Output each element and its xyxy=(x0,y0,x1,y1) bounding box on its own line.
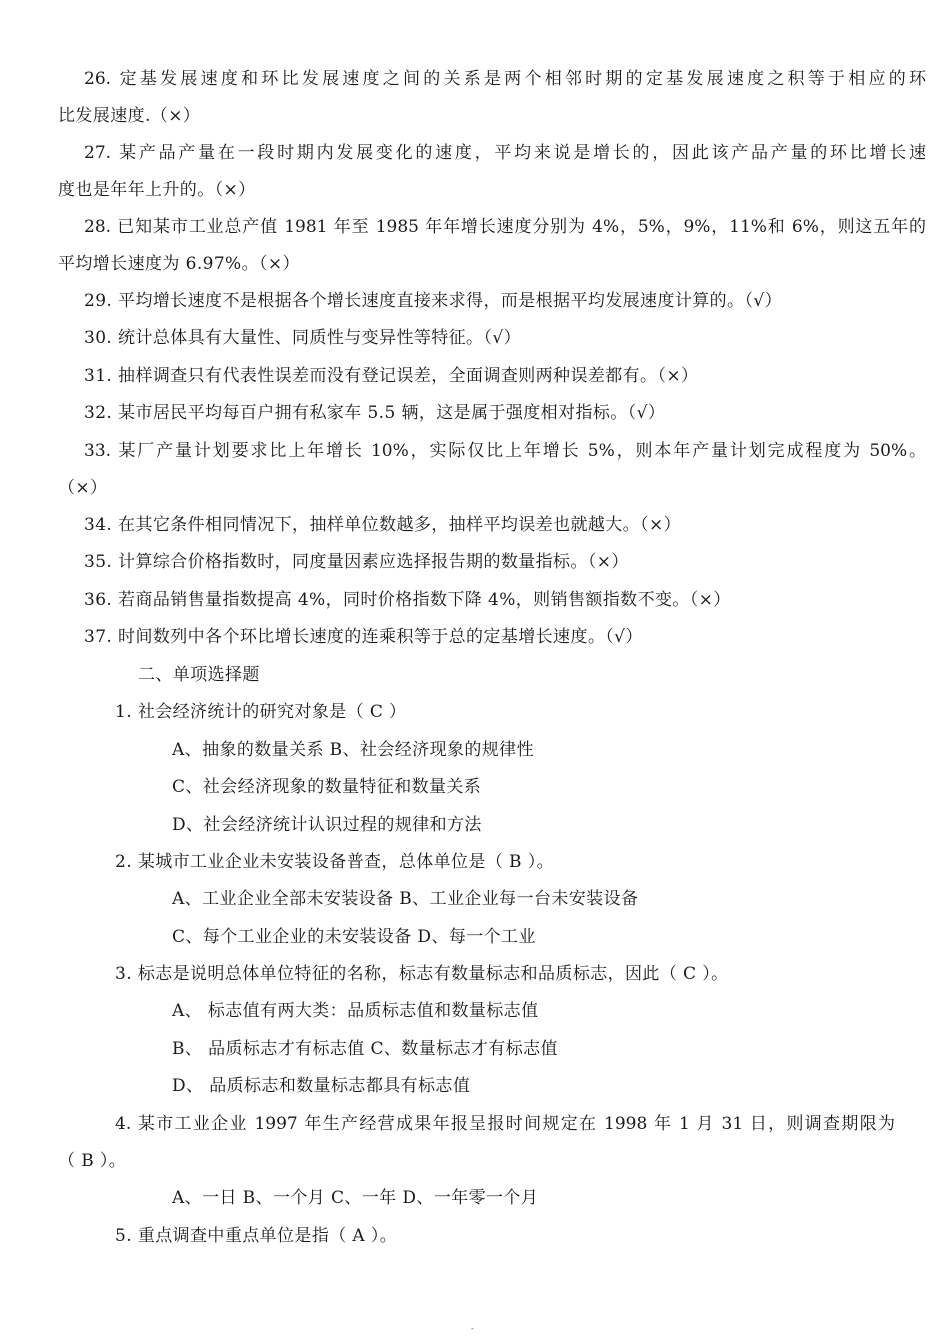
tf-question-27-line-1: 27. 某产品产量在一段时期内发展变化的速度，平均来说是增长的，因此该产品产量的环比增长速 xyxy=(84,143,926,163)
choice-question-4-line-1: 4. 某市工业企业 1997 年生产经营成果年报呈报时间规定在 1998 年 1 月 31 日，则调查期限为 xyxy=(115,1114,895,1134)
choice-3-option-line-1: A、 标志值有两大类：品质标志值和数量标志值 xyxy=(172,1001,539,1021)
choice-1-option-line-3: D、社会经济统计认识过程的规律和方法 xyxy=(172,815,482,835)
tf-question-33-line-1: 33. 某厂产量计划要求比上年增长 10%，实际仅比上年增长 5%，则本年产量计划完成程度为 50%。 xyxy=(84,441,926,461)
choice-1-option-line-1: A、抽象的数量关系 B、社会经济现象的规律性 xyxy=(172,740,534,760)
tf-question-29: 29. 平均增长速度不是根据各个增长速度直接来求得，而是根据平均发展速度计算的。（√） xyxy=(84,291,782,311)
tf-question-35: 35. 计算综合价格指数时，同度量因素应选择报告期的数量指标。（×） xyxy=(84,552,629,572)
tf-question-34: 34. 在其它条件相同情况下，抽样单位数越多，抽样平均误差也就越大。（×） xyxy=(84,515,681,535)
choice-question-5: 5. 重点调查中重点单位是指（ A ）。 xyxy=(115,1226,398,1246)
choice-question-4-line-2: （ B ）。 xyxy=(58,1151,127,1171)
page-number: - xyxy=(471,1326,474,1332)
choice-2-option-line-1: A、工业企业全部未安装设备 B、工业企业每一台未安装设备 xyxy=(172,889,639,909)
choice-1-option-line-2: C、社会经济现象的数量特征和数量关系 xyxy=(172,777,482,797)
tf-question-26-line-2: 比发展速度.（×） xyxy=(58,106,201,126)
tf-question-36: 36. 若商品销售量指数提高 4%，同时价格指数下降 4%，则销售额指数不变。（×） xyxy=(84,590,731,610)
tf-question-30: 30. 统计总体具有大量性、同质性与变异性等特征。（√） xyxy=(84,328,521,348)
choice-3-option-line-3: D、 品质标志和数量标志都具有标志值 xyxy=(172,1076,471,1096)
choice-question-2: 2. 某城市工业企业未安装设备普查，总体单位是（ B ）。 xyxy=(115,852,555,872)
tf-question-27-line-2: 度也是年年上升的。（×） xyxy=(58,180,256,200)
choice-question-1: 1. 社会经济统计的研究对象是（ C ） xyxy=(115,702,407,722)
choice-question-3: 3. 标志是说明总体单位特征的名称，标志有数量标志和品质标志，因此（ C ）。 xyxy=(115,964,729,984)
tf-question-33-line-2: （×） xyxy=(58,478,108,498)
tf-question-26-line-1: 26. 定基发展速度和环比发展速度之间的关系是两个相邻时期的定基发展速度之积等于相应的环 xyxy=(84,69,926,89)
choice-3-option-line-2: B、 品质标志才有标志值 C、数量标志才有标志值 xyxy=(172,1039,558,1059)
tf-question-31: 31. 抽样调查只有代表性误差而没有登记误差，全面调查则两种误差都有。（×） xyxy=(84,366,699,386)
tf-question-28-line-2: 平均增长速度为 6.97%。（×） xyxy=(58,254,300,274)
choice-2-option-line-2: C、每个工业企业的未安装设备 D、每一个工业 xyxy=(172,927,536,947)
choice-4-option-line-1: A、一日 B、一个月 C、一年 D、一年零一个月 xyxy=(172,1188,539,1208)
section-heading-single-choice: 二、单项选择题 xyxy=(138,665,260,685)
tf-question-28-line-1: 28. 已知某市工业总产值 1981 年至 1985 年年增长速度分别为 4%，5%，9%，11%和 6%，则这五年的 xyxy=(84,217,926,237)
tf-question-37: 37. 时间数列中各个环比增长速度的连乘积等于总的定基增长速度。（√） xyxy=(84,627,643,647)
tf-question-32: 32. 某市居民平均每百户拥有私家车 5.5 辆，这是属于强度相对指标。（√） xyxy=(84,403,666,423)
